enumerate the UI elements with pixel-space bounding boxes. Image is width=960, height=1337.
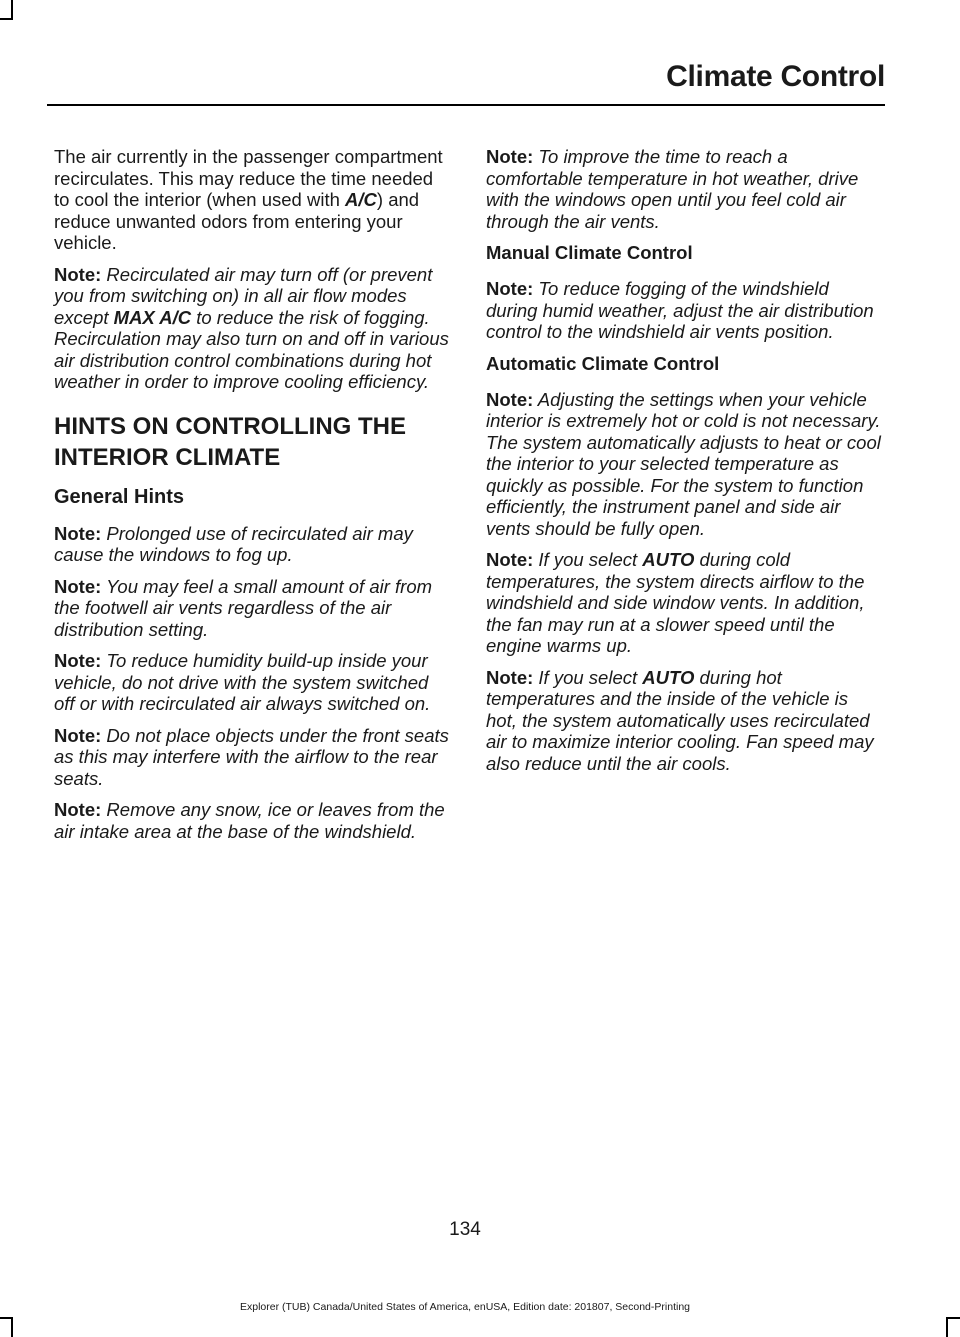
intro-text: The air currently in the passenger compartment recirculates. This may reduce the time needed to cool the interior (when used with [54, 146, 443, 210]
note-label: Note: [54, 575, 102, 597]
crop-mark [946, 1317, 948, 1337]
note-paragraph [54, 523, 449, 566]
auto-term: AUTO [642, 549, 695, 570]
crop-mark [0, 18, 13, 20]
note-paragraph [54, 725, 449, 790]
subheading-general-hints: General Hints [54, 485, 185, 508]
footer-edition-info: Explorer (TUB) Canada/United States of America, enUSA, Edition date: 201807, Second-Printing [240, 1301, 690, 1313]
crop-mark [11, 0, 13, 20]
note-text: Recirculated air may turn off (or prevent you from switching on) in all air flow modes except [54, 263, 433, 328]
note-text: If you select [533, 549, 643, 570]
note-label: Note: [486, 278, 534, 299]
section-heading-line2: INTERIOR CLIMATE [54, 443, 281, 471]
crop-mark [11, 1317, 13, 1337]
note-label: Note: [486, 666, 534, 688]
auto-term: AUTO [642, 666, 695, 688]
note-text: Do not place objects under the front seats as this may interfere with the airflow to the rear seats. [54, 724, 449, 789]
page-title: Climate Control [666, 60, 885, 93]
section-heading-line1: HINTS ON CONTROLLING THE [54, 412, 406, 440]
left-column [54, 146, 449, 852]
note-label: Note: [486, 388, 534, 410]
intro-paragraph [54, 146, 449, 254]
note-text: If you select [533, 666, 643, 688]
note-paragraph [486, 549, 881, 657]
subheading-automatic-climate: Automatic Climate Control [486, 352, 720, 374]
note-label: Note: [486, 146, 534, 167]
note-text: Remove any snow, ice or leaves from the air intake area at the base of the windshield. [54, 799, 445, 842]
note-text: to reduce the risk of fogging. Recirculation may also turn on and off in various air distribution control combinations during hot weather in order to improve cooling efficiency. [54, 306, 449, 392]
note-text: Adjusting the settings when your vehicle interior is extremely hot or cold is not necessary. The system automatically adjusts to heat or cool the interior to your selected temperature as quickly as possible. For the system to function efficiently, the instrument panel and side air vents should be fully open. [486, 388, 881, 539]
note-paragraph [54, 576, 449, 641]
note-paragraph [486, 278, 881, 343]
note-paragraph [486, 667, 881, 775]
right-column [486, 146, 881, 784]
note-text: To improve the time to reach a comfortable temperature in hot weather, drive with the windows open until you feel cold air through the air vents. [486, 146, 859, 232]
crop-mark [0, 1317, 13, 1319]
note-label: Note: [54, 724, 102, 746]
note-text: To reduce humidity build-up inside your vehicle, do not drive with the system switched off or with recirculated air always switched on. [54, 650, 431, 714]
note-paragraph [486, 389, 881, 540]
note-label: Note: [54, 263, 102, 285]
note-text: To reduce fogging of the windshield during humid weather, adjust the air distribution control to the windshield air vents position. [486, 278, 874, 342]
subheading-manual-climate: Manual Climate Control [486, 242, 693, 263]
crop-mark [946, 1317, 960, 1319]
note-paragraph [54, 799, 449, 842]
note-text: during cold temperatures, the system directs airflow to the windshield and side window vents. In addition, the fan may run at a slower speed until the engine warms up. [486, 549, 865, 656]
note-label: Note: [54, 799, 102, 820]
intro-text-end: ) and reduce unwanted odors from entering your vehicle. [54, 189, 420, 253]
note-paragraph [54, 650, 449, 715]
max-ac-term: MAX A/C [113, 306, 192, 328]
note-text: during hot temperatures and the inside of the vehicle is hot, the system automatically uses recirculated air to maximize interior cooling. Fan speed may also reduce until the air cools. [486, 666, 874, 774]
note-paragraph [486, 146, 881, 232]
note-text: You may feel a small amount of air from the footwell air vents regardless of the air distribution setting. [54, 575, 433, 640]
note-recirculation [54, 264, 449, 393]
note-label: Note: [54, 650, 102, 671]
section-heading [54, 411, 449, 473]
page-number: 134 [449, 1219, 481, 1240]
note-label: Note: [486, 549, 534, 570]
ac-term: A/C [345, 189, 377, 210]
note-label: Note: [54, 522, 102, 544]
note-text: Prolonged use of recirculated air may cause the windows to fog up. [54, 522, 413, 565]
header-rule [47, 104, 885, 106]
